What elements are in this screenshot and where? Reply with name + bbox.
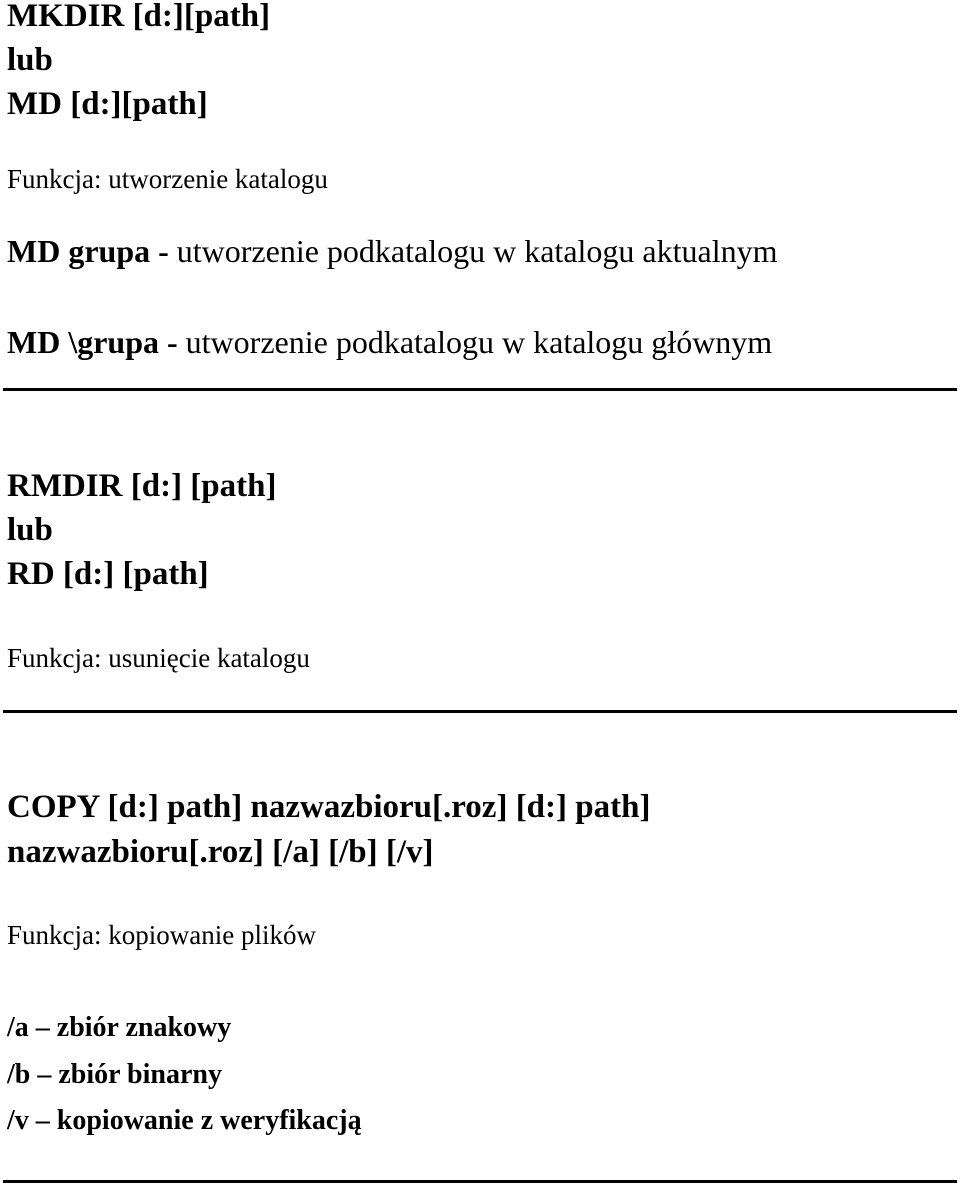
divider-1 [3,388,957,391]
md-example-2-description: utworzenie podkatalogu w katalogu głównym [177,324,773,360]
copy-syntax-line-2: nazwazbioru[.roz] [/a] [/b] [/v] [7,834,434,870]
rd-syntax: RD [d:] [path] [7,556,209,592]
md-example-1-description: utworzenie podkatalogu w katalogu aktualnym [168,233,778,269]
md-example-1 [7,235,777,267]
rmdir-or: lub [7,512,53,548]
md-function: Funkcja: utworzenie katalogu [7,164,328,194]
copy-syntax-line-1: COPY [d:] path] nazwazbioru[.roz] [d:] path] [7,789,651,825]
copy-function: Funkcja: kopiowanie plików [7,920,316,950]
md-example-2 [7,326,772,358]
rmdir-syntax: RMDIR [d:] [path] [7,468,277,504]
divider-2 [3,710,957,713]
copy-option-a: /a – zbiór znakowy [7,1012,232,1043]
md-example-2-command: MD \grupa - [7,324,178,360]
rd-function: Funkcja: usunięcie katalogu [7,643,310,673]
mkdir-or: lub [7,42,53,78]
mkdir-syntax: MKDIR [d:][path] [7,0,271,34]
copy-option-b: /b – zbiór binarny [7,1059,222,1090]
md-example-1-command: MD grupa - [7,233,169,269]
copy-option-v: /v – kopiowanie z weryfikacją [7,1105,362,1136]
md-syntax: MD [d:][path] [7,86,208,122]
divider-3 [3,1180,957,1183]
